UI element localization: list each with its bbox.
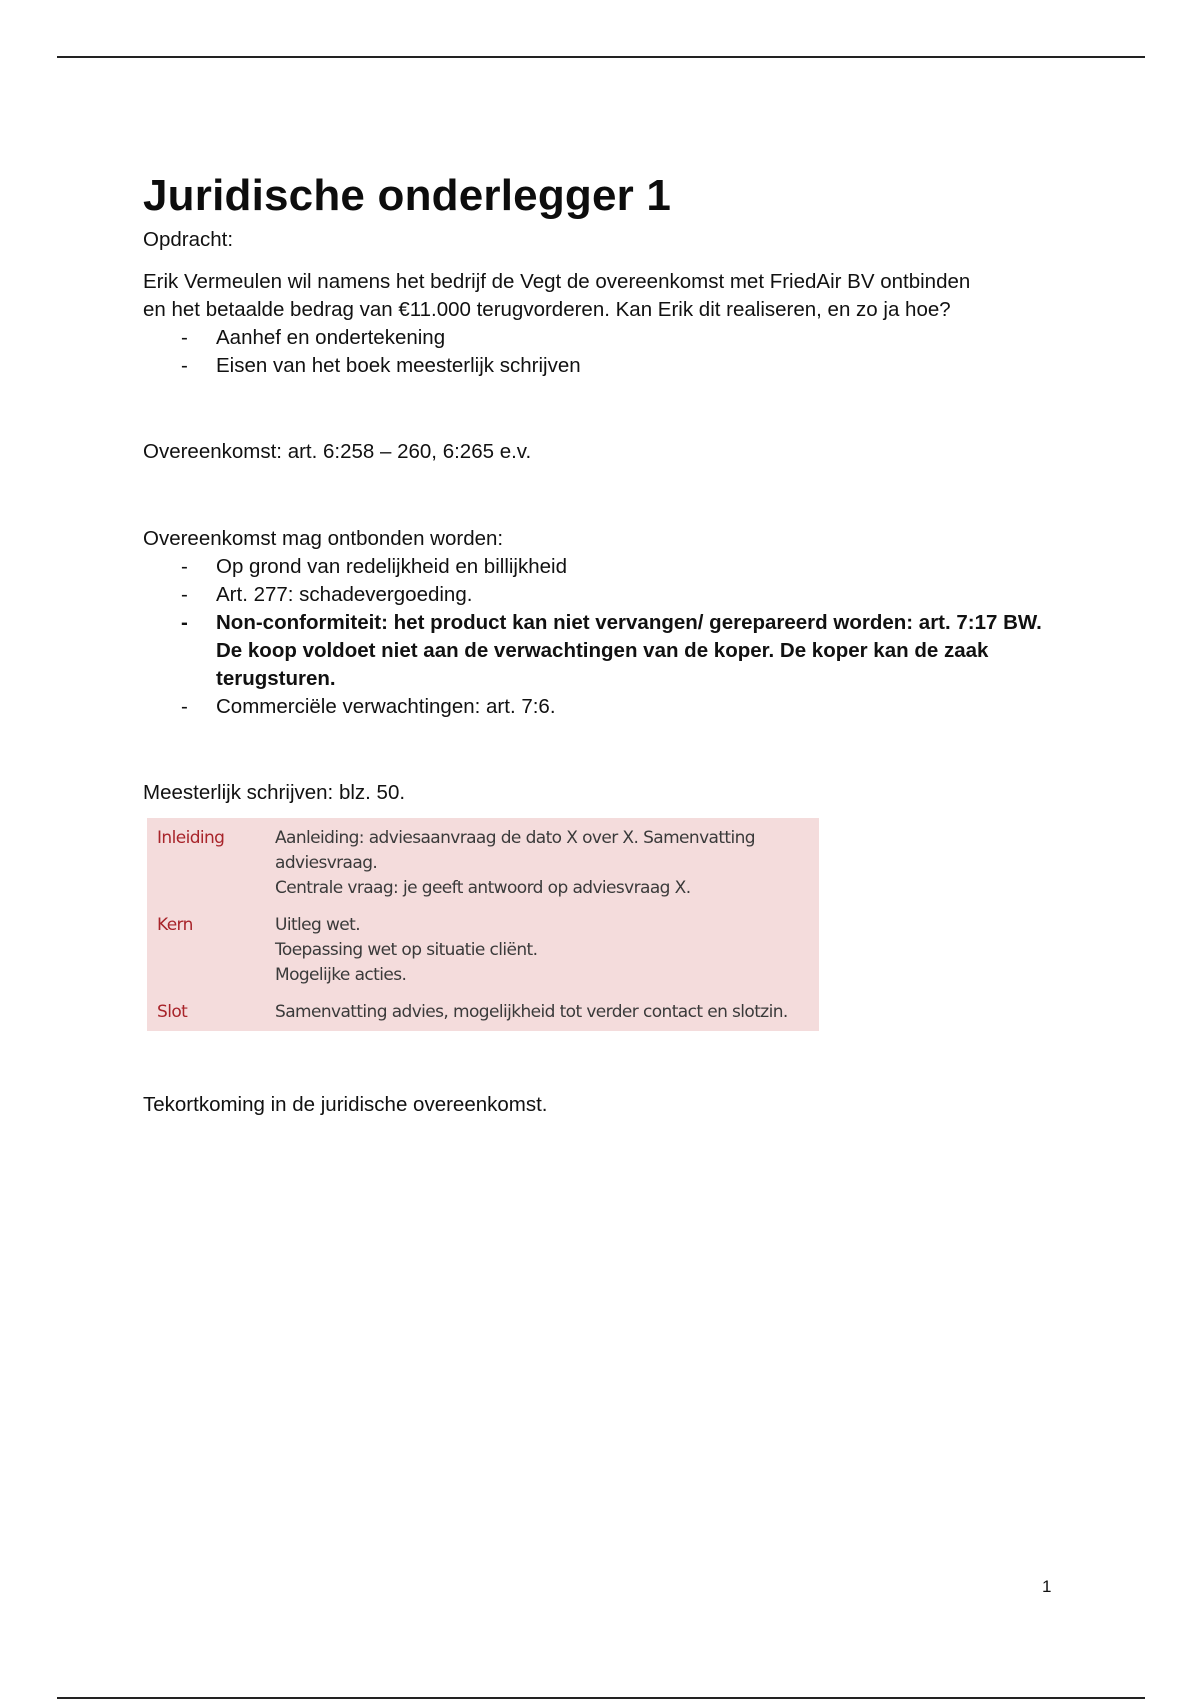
row-line: Samenvatting advies, mogelijkheid tot verder contact en slotzin.	[275, 1002, 788, 1022]
row-heading: Slot	[157, 1002, 188, 1022]
list-item-text: Op grond van redelijkheid en billijkheid	[216, 555, 567, 578]
row-line: Uitleg wet.	[275, 915, 361, 935]
intro-line-1: Erik Vermeulen wil namens het bedrijf de Vegt de overeenkomst met FriedAir BV ontbinden	[143, 270, 971, 293]
opdracht-label: Opdracht:	[143, 228, 234, 251]
list-item: - Commerciële verwachtingen: art. 7:6.	[181, 695, 556, 718]
document-body	[143, 168, 1063, 1119]
list-item-text: Non-conformiteit: het product kan niet vervangen/ gerepareerd worden: art. 7:17 BW. De koop voldoet niet aan de verwachtingen van de koper. De koper kan de zaak terugsturen.	[216, 611, 1042, 690]
intro-line-2: en het betaalde bedrag van €11.000 terugvorderen. Kan Erik dit realiseren, en zo ja hoe?	[143, 298, 951, 321]
table-row	[147, 913, 819, 988]
tekortkoming-paragraph: Tekortkoming in de juridische overeenkomst.	[143, 1093, 548, 1116]
row-line: Mogelijke acties.	[275, 965, 407, 985]
ontbonden-heading: Overeenkomst mag ontbonden worden:	[143, 527, 504, 550]
grounds-list	[143, 553, 1063, 721]
table-row	[147, 826, 819, 901]
page-number: 1	[1042, 1577, 1052, 1596]
row-content	[275, 826, 819, 901]
list-item-text: Art. 277: schadevergoeding.	[216, 583, 473, 606]
list-item-text: Commerciële verwachtingen: art. 7:6.	[216, 695, 556, 718]
row-content	[275, 913, 819, 988]
row-heading: Kern	[157, 915, 193, 935]
overeenkomst-reference: Overeenkomst: art. 6:258 – 260, 6:265 e.v.	[143, 440, 532, 463]
list-item: - Op grond van redelijkheid en billijkheid	[181, 555, 567, 578]
requirements-list	[143, 324, 1063, 380]
row-heading: Inleiding	[157, 828, 225, 848]
row-line: Aanleiding: adviesaanvraag de dato X over X. Samenvatting	[275, 828, 755, 848]
footer-rule	[57, 1697, 1145, 1699]
row-content	[275, 1000, 819, 1025]
meesterlijk-reference: Meesterlijk schrijven: blz. 50.	[143, 781, 406, 804]
list-item: - Aanhef en ondertekening	[181, 326, 446, 349]
intro-paragraph	[143, 268, 1063, 324]
row-line: adviesvraag.	[275, 853, 378, 873]
table-row	[147, 1000, 819, 1025]
list-item-text: Eisen van het boek meesterlijk schrijven	[216, 354, 581, 377]
list-item: - Eisen van het boek meesterlijk schrijven	[181, 354, 581, 377]
list-item: - Art. 277: schadevergoeding.	[181, 583, 473, 606]
row-line: Toepassing wet op situatie cliënt.	[275, 940, 538, 960]
letter-structure-table	[147, 818, 819, 1031]
document-title: Juridische onderlegger 1	[143, 171, 672, 220]
row-line: Centrale vraag: je geeft antwoord op adviesvraag X.	[275, 878, 691, 898]
list-item-text: Aanhef en ondertekening	[216, 326, 446, 349]
list-item: - Non-conformiteit: het product kan niet vervangen/ gerepareerd worden: art. 7:17 BW. De koop voldoet niet aan de verwachtingen van de koper. De koper kan de zaak terugsturen.	[181, 611, 1042, 690]
header-rule	[57, 56, 1145, 58]
